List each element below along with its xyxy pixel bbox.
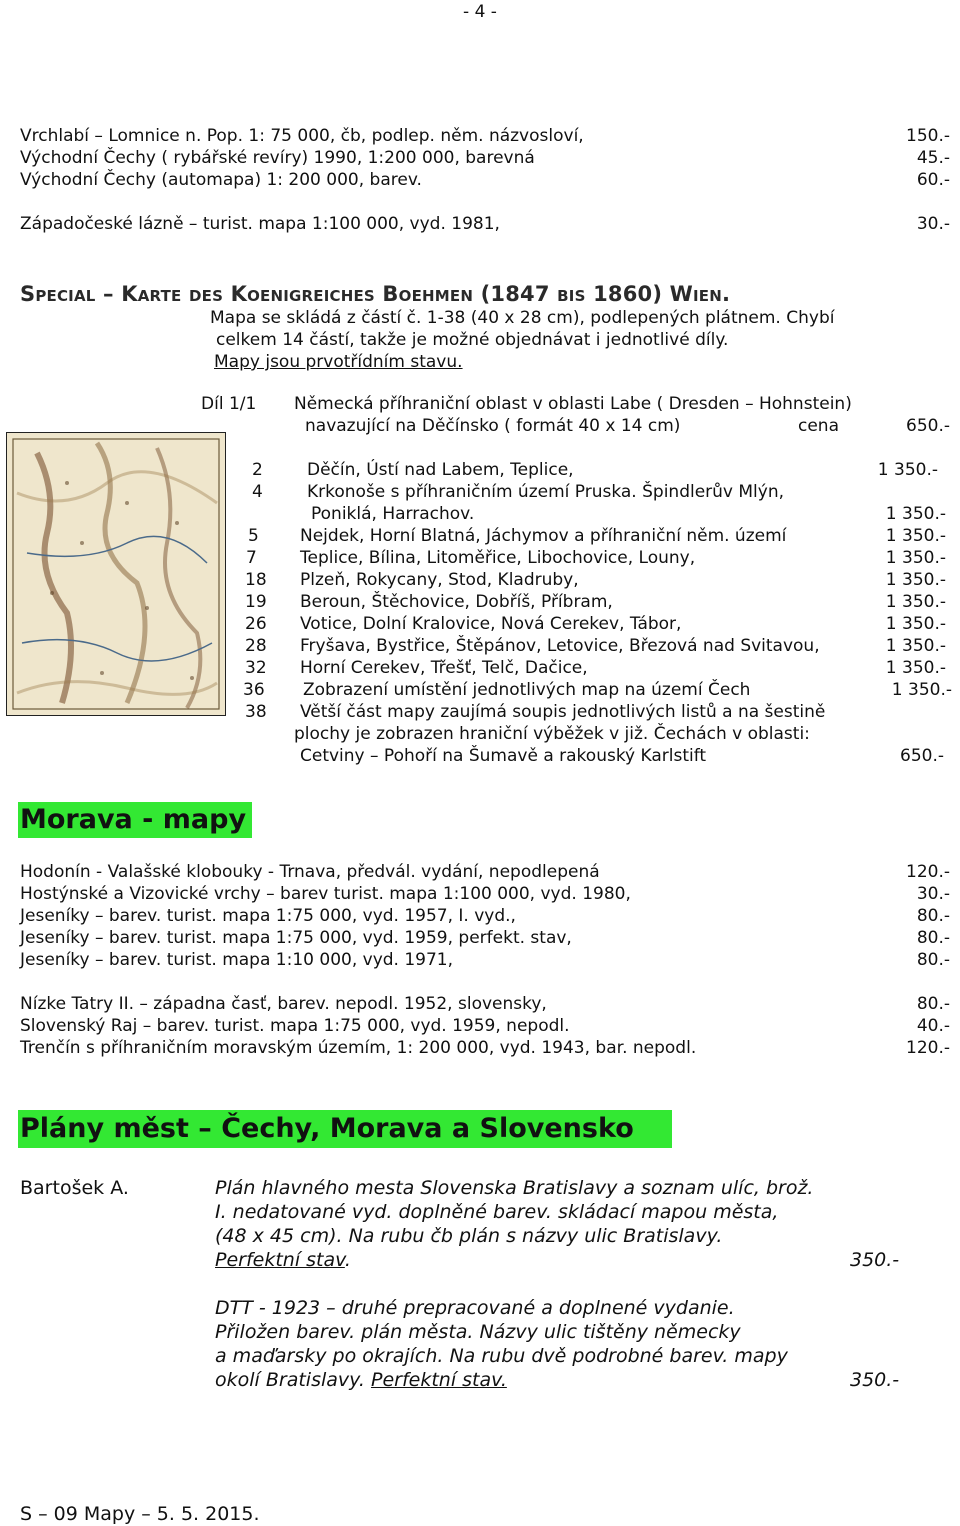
part-text: Děčín, Ústí nad Labem, Teplice, <box>307 460 574 480</box>
part-number: 5 <box>248 526 259 546</box>
part-number: 7 <box>246 548 257 568</box>
part-number: 18 <box>245 570 267 590</box>
part-number: 38 <box>245 702 267 722</box>
special-desc: Mapa se skládá z částí č. 1-38 (40 x 28 cm), podlepených plátnem. Chybí <box>210 308 835 328</box>
entry-price: 350.- <box>850 1369 900 1391</box>
part-text: Fryšava, Bystřice, Štěpánov, Letovice, Březová nad Svitavou, <box>300 636 820 656</box>
list-item-price: 45.- <box>916 148 950 168</box>
list-item-price: 80.- <box>916 950 950 970</box>
list-item-price: 120.- <box>906 1038 950 1058</box>
part-price: 1 350.- <box>885 504 946 524</box>
section-heading-plany: Plány měst – Čechy, Morava a Slovensko <box>20 1113 634 1144</box>
dil-cena: cena <box>798 416 839 436</box>
part-text: Horní Cerekev, Třešť, Telč, Dačice, <box>300 658 588 678</box>
list-item-price: 30.- <box>916 214 950 234</box>
map-sheet-image <box>6 432 226 716</box>
part-price: 1 350.- <box>885 592 946 612</box>
part-price: 1 350.- <box>885 636 946 656</box>
part-text: Plzeň, Rokycany, Stod, Kladruby, <box>300 570 579 590</box>
part-text: Teplice, Bílina, Litoměřice, Libochovice, Louny, <box>300 548 696 568</box>
list-item-text: Jeseníky – barev. turist. mapa 1:10 000, vyd. 1971, <box>20 950 454 970</box>
part-text: Větší část mapy zaujímá soupis jednotlivých listů a na šestině <box>300 702 826 722</box>
part-price: 1 350.- <box>885 526 946 546</box>
part-text: Nejdek, Horní Blatná, Jáchymov a příhraniční něm. území <box>300 526 787 546</box>
list-item-text: Vrchlabí – Lomnice n. Pop. 1: 75 000, čb, podlep. něm. názvosloví, <box>20 126 584 146</box>
part-number: 28 <box>245 636 267 656</box>
entry-text: Plán hlavného mesta Slovenska Bratislavy a soznam ulíc, brož. <box>215 1177 814 1199</box>
entry-text <box>215 1368 507 1392</box>
list-item-text: Slovenský Raj – barev. turist. mapa 1:75 000, vyd. 1959, nepodl. <box>20 1016 570 1036</box>
part-text: Krkonoše s příhraničním území Pruska. Špindlerův Mlýn, <box>307 482 785 502</box>
part-number: 19 <box>245 592 267 612</box>
list-item-text: Jeseníky – barev. turist. mapa 1:75 000, vyd. 1957, I. vyd., <box>20 906 516 926</box>
part-price: 1 350.- <box>891 680 952 700</box>
part-text: Votice, Dolní Kralovice, Nová Cerekev, Tábor, <box>300 614 682 634</box>
list-item-text: Východní Čechy ( rybářské revíry) 1990, 1:200 000, barevná <box>20 148 535 168</box>
part-number: 26 <box>245 614 267 634</box>
list-item-text: Hostýnské a Vizovické vrchy – barev turist. mapa 1:100 000, vyd. 1980, <box>20 884 631 904</box>
entry-text: a maďarsky po okrajích. Na rubu dvě podrobné barev. mapy <box>215 1345 788 1367</box>
list-item-price: 60.- <box>916 170 950 190</box>
entry-text: DTT - 1923 – druhé prepracované a doplnené vydanie. <box>215 1297 735 1319</box>
special-desc: celkem 14 částí, takže je možné objednávat i jednotlivé díly. <box>216 330 729 350</box>
list-item-text: Západočeské lázně – turist. mapa 1:100 000, vyd. 1981, <box>20 214 500 234</box>
map-illustration <box>7 433 225 715</box>
list-item-price: 80.- <box>916 906 950 926</box>
list-item-text: Jeseníky – barev. turist. mapa 1:75 000, vyd. 1959, perfekt. stav, <box>20 928 572 948</box>
part-text: Zobrazení umístění jednotlivých map na území Čech <box>303 680 751 700</box>
section-heading-morava: Morava - mapy <box>20 804 247 835</box>
list-item-text: Východní Čechy (automapa) 1: 200 000, barev. <box>20 170 422 190</box>
entry-condition: Perfektní stav. <box>215 1249 351 1271</box>
entry-text-part: okolí Bratislavy. <box>215 1369 371 1391</box>
part-number: 32 <box>245 658 267 678</box>
condition-link: Perfektní stav. <box>370 1369 507 1391</box>
part-text: Poniklá, Harrachov. <box>311 504 475 524</box>
part-price: 1 350.- <box>885 548 946 568</box>
list-item-text: Hodonín - Valašské klobouky - Trnava, předvál. vydání, nepodlepená <box>20 862 600 882</box>
part-number: 2 <box>252 460 263 480</box>
dil-text: navazující na Děčínsko ( formát 40 x 14 cm) <box>305 416 681 436</box>
part-text: plochy je zobrazen hraniční výběžek v již. Čechách v oblasti: <box>294 724 810 744</box>
part-price: 1 350.- <box>877 460 938 480</box>
part-price: 1 350.- <box>885 658 946 678</box>
part-price: 1 350.- <box>885 614 946 634</box>
part-price: 1 350.- <box>885 570 946 590</box>
part-text: Beroun, Štěchovice, Dobříš, Příbram, <box>300 592 613 612</box>
list-item-price: 40.- <box>916 1016 950 1036</box>
page-number: - 4 - <box>463 2 497 22</box>
list-item-price: 150.- <box>906 126 950 146</box>
list-item-price: 80.- <box>916 994 950 1014</box>
author-name: Bartošek A. <box>20 1177 129 1199</box>
list-item-text: Trenčín s příhraničním moravským územím, 1: 200 000, vyd. 1943, bar. nepodl. <box>20 1038 697 1058</box>
dil-price: 650.- <box>906 416 950 436</box>
list-item-price: 120.- <box>906 862 950 882</box>
special-condition: Mapy jsou prvotřídním stavu. <box>214 352 463 372</box>
dil-label: Díl 1/1 <box>201 394 257 414</box>
entry-text: (48 x 45 cm). Na rubu čb plán s názvy ulic Bratislavy. <box>215 1225 723 1247</box>
special-title: Special – Karte des Koenigreiches Boehmen (1847 bis 1860) Wien. <box>20 282 731 306</box>
entry-price: 350.- <box>850 1249 900 1271</box>
part-price: 650.- <box>900 746 944 766</box>
footer: S – 09 Mapy – 5. 5. 2015. <box>20 1503 260 1525</box>
entry-text: Přiložen barev. plán města. Názvy ulic tištěny německy <box>215 1321 741 1343</box>
part-number: 4 <box>252 482 263 502</box>
part-text: Cetviny – Pohoří na Šumavě a rakouský Karlstift <box>300 746 707 766</box>
list-item-price: 80.- <box>916 928 950 948</box>
condition-link: Perfektní stav <box>215 1249 345 1271</box>
part-number: 36 <box>243 680 265 700</box>
list-item-text: Nízke Tatry II. – západna časť, barev. nepodl. 1952, slovensky, <box>20 994 547 1014</box>
list-item-price: 30.- <box>916 884 950 904</box>
dil-text: Německá příhraniční oblast v oblasti Labe ( Dresden – Hohnstein) <box>294 394 852 414</box>
entry-text: I. nedatované vyd. doplněné barev. skládací mapou města, <box>215 1201 779 1223</box>
